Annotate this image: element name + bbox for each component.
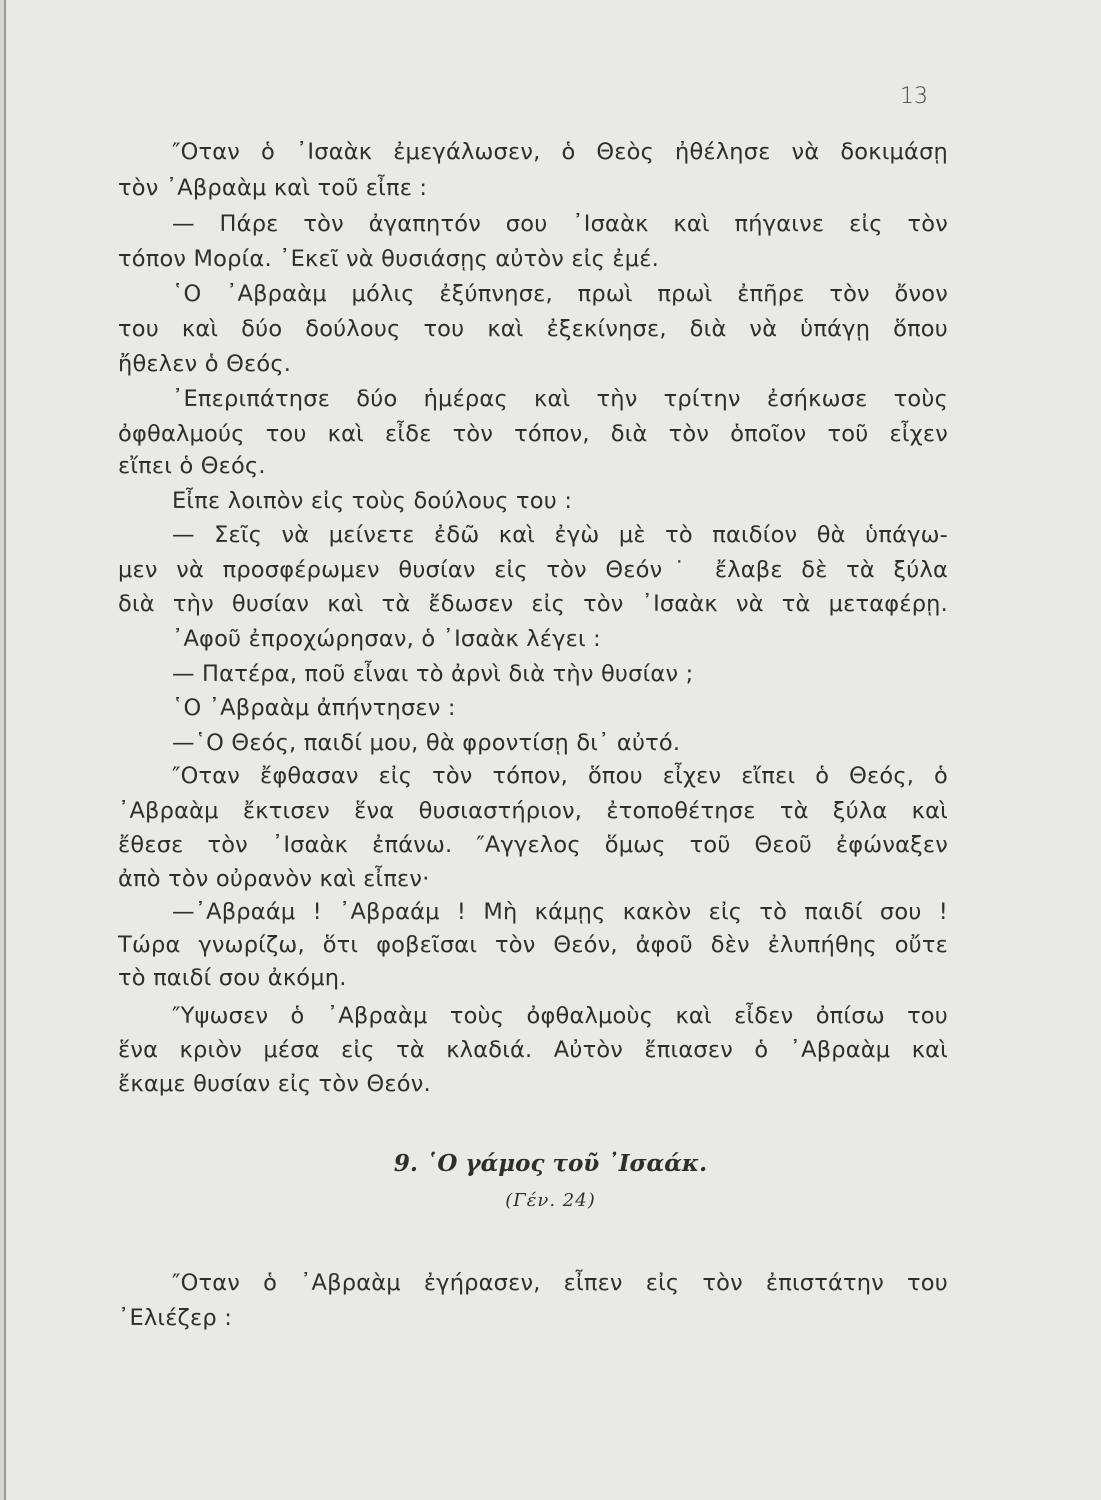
- section-title: 9. ῾Ο γάμος τοῦ ᾿Ισαάκ.: [393, 1150, 708, 1177]
- text-line: — Πατέρα, ποῦ εἶναι τὸ ἀρνὶ διὰ τὴν θυσίαν ;: [172, 661, 694, 687]
- text-line: ἀπὸ τὸν οὐρανὸν καὶ εἶπεν·: [118, 866, 430, 892]
- text-line: ῾Ο ᾿Αβραὰμ ἀπήντησεν :: [172, 695, 456, 721]
- text-line: ἤθελεν ὁ Θεός.: [118, 351, 292, 377]
- text-line: ᾿Ελιέζερ :: [118, 1305, 232, 1331]
- text-line: ᾿Αφοῦ ἐπροχώρησαν, ὁ ᾿Ισαὰκ λέγει :: [172, 626, 601, 652]
- text-line: ″Οταν ὁ ᾿Αβραὰμ ἐγήρασεν, εἶπεν εἰς τὸν ἐπιστάτην του: [172, 1270, 948, 1296]
- text-line: ὀφθαλμούς του καὶ εἶδε τὸν τόπον, διὰ τὸν ὁποῖον τοῦ εἶχεν: [118, 421, 948, 447]
- text-line: — Πάρε τὸν ἀγαπητόν σου ᾿Ισαὰκ καὶ πήγαινε εἰς τὸν: [172, 211, 948, 237]
- text-line: Εἶπε λοιπὸν εἰς τοὺς δούλους του :: [172, 488, 573, 514]
- text-line: ᾿Αβραὰμ ἔκτισεν ἕνα θυσιαστήριον, ἐτοποθέτησε τὰ ξύλα καὶ: [118, 798, 948, 824]
- section-reference: (Γέν. 24): [505, 1190, 596, 1211]
- page-number: 13: [900, 84, 928, 109]
- text-line: τὸν ᾿Αβραὰμ καὶ τοῦ εἶπε :: [118, 175, 428, 201]
- text-line: του καὶ δύο δούλους του καὶ ἐξεκίνησε, διὰ νὰ ὑπάγῃ ὅπου: [118, 316, 948, 342]
- text-line: ἔθεσε τὸν ᾿Ισαὰκ ἐπάνω. ″Αγγελος ὅμως τοῦ Θεοῦ ἐφώναξεν: [118, 832, 948, 858]
- text-line: τόπον Μορία. ᾿Εκεῖ νὰ θυσιάσῃς αὐτὸν εἰς ἐμέ.: [118, 246, 659, 272]
- text-line: ″Οταν ὁ ᾿Ισαὰκ ἐμεγάλωσεν, ὁ Θεὸς ἠθέλησε νὰ δοκιμάσῃ: [172, 139, 948, 165]
- text-line: Τώρα γνωρίζω, ὅτι φοβεῖσαι τὸν Θεόν, ἀφοῦ δὲν ἐλυπήθης οὔτε: [118, 932, 948, 958]
- text-line: ″Οταν ἔφθασαν εἰς τὸν τόπον, ὅπου εἶχεν εἴπει ὁ Θεός, ὁ: [172, 763, 948, 789]
- page-edge: [4, 0, 6, 1500]
- text-line: ἕνα κριὸν μέσα εἰς τὰ κλαδιά. Αὐτὸν ἔπιασεν ὁ ᾿Αβραὰμ καὶ: [118, 1037, 948, 1063]
- text-line: — Σεῖς νὰ μείνετε ἐδῶ καὶ ἐγὼ μὲ τὸ παιδίον θὰ ὑπάγω-: [172, 522, 948, 548]
- text-line: —᾿Αβραάμ ! ᾿Αβραάμ ! Μὴ κάμῃς κακὸν εἰς τὸ παιδί σου !: [172, 899, 948, 925]
- text-line: —῾Ο Θεός, παιδί μου, θὰ φροντίσῃ δι᾿ αὐτό.: [172, 730, 681, 756]
- text-line: εἴπει ὁ Θεός.: [118, 453, 266, 479]
- text-line: ″Υψωσεν ὁ ᾿Αβραὰμ τοὺς ὀφθαλμοὺς καὶ εἶδεν ὀπίσω του: [172, 1003, 948, 1029]
- text-line: ῾Ο ᾿Αβραὰμ μόλις ἐξύπνησε, πρωὶ πρωὶ ἐπῆρε τὸν ὄνον: [172, 281, 948, 307]
- text-line: μεν νὰ προσφέρωμεν θυσίαν εἰς τὸν Θεόν˙ ἔλαβε δὲ τὰ ξύλα: [118, 557, 948, 583]
- text-line: διὰ τὴν θυσίαν καὶ τὰ ἔδωσεν εἰς τὸν ᾿Ισαὰκ νὰ τὰ μεταφέρῃ.: [118, 591, 948, 617]
- text-line: τὸ παιδί σου ἀκόμη.: [118, 965, 347, 991]
- text-line: ᾿Επεριπάτησε δύο ἡμέρας καὶ τὴν τρίτην ἐσήκωσε τοὺς: [172, 386, 948, 412]
- text-line: ἔκαμε θυσίαν εἰς τὸν Θεόν.: [118, 1071, 431, 1097]
